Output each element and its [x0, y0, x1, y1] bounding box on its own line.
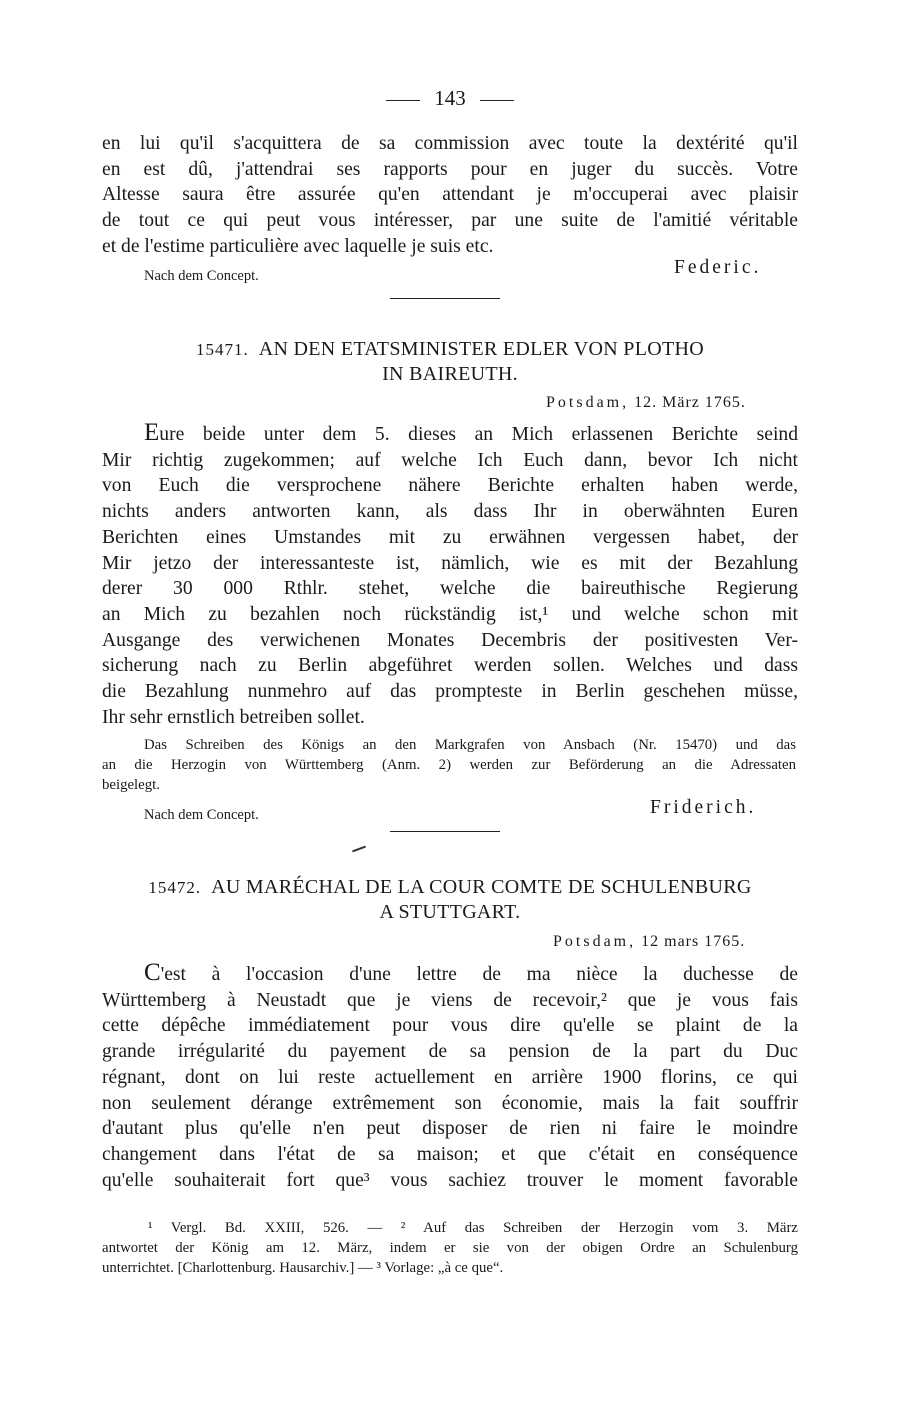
text-line: Ihr sehr ernstlich betreiben sollet. [102, 706, 365, 728]
letter-number: 15472. [148, 878, 202, 897]
text-line: von Euch die versprochene nähere Berichte erhalten haben werde, [102, 475, 798, 497]
note-line: an die Herzogin von Württemberg (Anm. 2) werden zur Beförderung an die Adressaten [102, 757, 796, 773]
text-line: derer 30 000 Rthlr. stehet, welche die baireuthische Regierung [102, 578, 798, 600]
text-line: cette dépêche immédiatement pour vous dire qu'elle se plaint de la [102, 1015, 798, 1037]
text-line: Württemberg à Neustadt que je viens de recevoir,² que je vous fais [102, 989, 798, 1011]
place: Potsdam, [553, 933, 637, 950]
section-divider [390, 298, 500, 299]
text-line: grande irrégularité du payement de sa pension de la part du Duc [102, 1041, 798, 1063]
text-line: die Bezahlung nunmehro auf das prompteste in Berlin geschehen müsse, [102, 681, 798, 703]
page-number-dash-right [480, 100, 514, 101]
letter-15471-source-note: Nach dem Concept. [144, 807, 259, 823]
letter-15472-place-date [553, 933, 745, 951]
text-line: Berichten eines Umstandes mit zu erwähnen vergessen habet, der [102, 526, 798, 548]
letter-15471-signature: Friderich. [650, 797, 757, 818]
note-line: Das Schreiben des Königs an den Markgrafen von Ansbach (Nr. 15470) und das [144, 737, 796, 753]
text-line: Altesse saura être assurée qu'en attendant je m'occuperai avec plaisir [102, 184, 798, 206]
footnotes [102, 1218, 798, 1278]
letter-15471-body [102, 420, 798, 730]
text-line: en est dû, j'attendrai ses rapports pour en juger du succès. Votre [102, 158, 798, 180]
top-letter-text [102, 131, 798, 260]
text-line-first [102, 960, 798, 988]
letter-15471-place-date [546, 394, 746, 412]
heading-line-1: AU MARÉCHAL DE LA COUR COMTE DE SCHULENBURG [211, 876, 752, 898]
text-line: et de l'estime particulière avec laquelle je suis etc. [102, 235, 494, 257]
text-line: changement dans l'état de sa maison; et que c'était en conséquence [102, 1143, 798, 1165]
text-line: non seulement dérange extrêmement son économie, mais la fait souffrir [102, 1092, 798, 1114]
note-line: beigelegt. [102, 777, 160, 793]
page-number [0, 86, 900, 111]
letter-number: 15471. [196, 340, 249, 359]
dropcap: E [144, 419, 160, 446]
heading-line-2: IN BAIREUTH. [382, 363, 518, 385]
top-letter-source-note: Nach dem Concept. [144, 268, 259, 284]
letter-15471-editorial-note [102, 735, 796, 795]
dropcap: C [144, 959, 161, 986]
top-letter-signature: Federic. [674, 257, 762, 278]
page-number-text: 143 [434, 86, 466, 110]
text-line: en lui qu'il s'acquittera de sa commission avec toute la dextérité qu'il [102, 133, 798, 154]
text-line: régnant, dont on lui reste actuellement en arrière 1900 florins, ce qui [102, 1066, 798, 1088]
date: 12. März 1765. [634, 394, 746, 411]
date: 12 mars 1765. [641, 933, 746, 950]
text-line: an Mich zu bezahlen noch rückständig ist,¹ und welche schon mit [102, 603, 798, 625]
place: Potsdam, [546, 394, 630, 411]
text-line: d'autant plus qu'elle n'en peut disposer de rien ni faire le moindre [102, 1118, 798, 1140]
footnote-line: unterrichtet. [Charlottenburg. Hausarchiv.] — ³ Vorlage: „à ce que“. [102, 1260, 504, 1276]
text-line: Mir richtig zugekommen; auf welche Ich Euch dann, bevor Ich nicht [102, 449, 798, 471]
footnote-line: antwortet der König am 12. März, indem er sie von der obigen Ordre an Schulenburg [102, 1240, 798, 1256]
heading-line-1: AN DEN ETATSMINISTER EDLER VON PLOTHO [258, 338, 704, 360]
text-line: Mir jetzo der interessanteste ist, nämlich, wie es mit der Bezahlung [102, 552, 798, 574]
text-line: qu'elle souhaiterait fort que³ vous sachiez trouver le moment favorable [102, 1169, 798, 1191]
text-line: sicherung nach zu Berlin abgeführet werden sollen. Welches und dass [102, 655, 798, 677]
letter-15472-body [102, 960, 798, 1193]
text-line: nichts anders antworten kann, als dass Ihr in oberwähnten Euren [102, 501, 798, 523]
text-line-first [102, 420, 798, 448]
text-line: 'est à l'occasion d'une lettre de ma nièce la duchesse de [160, 964, 798, 985]
letter-15472-heading [102, 875, 798, 925]
heading-line-2: A STUTTGART. [379, 901, 521, 923]
section-divider [390, 831, 500, 832]
stray-mark [352, 846, 366, 853]
text-line: ure beide unter dem 5. dieses an Mich erlassenen Berichte seind [159, 424, 798, 445]
text-line: Ausgange des verwichenen Monates Decembris der positivesten Ver- [102, 629, 798, 651]
footnote-line: ¹ Vergl. Bd. XXIII, 526. — ² Auf das Schreiben der Herzogin vom 3. März [148, 1220, 798, 1236]
text-line: de tout ce qui peut vous intéresser, par une suite de l'amitié véritable [102, 210, 798, 232]
letter-15471-heading [102, 337, 798, 387]
page-number-dash-left [386, 100, 420, 101]
